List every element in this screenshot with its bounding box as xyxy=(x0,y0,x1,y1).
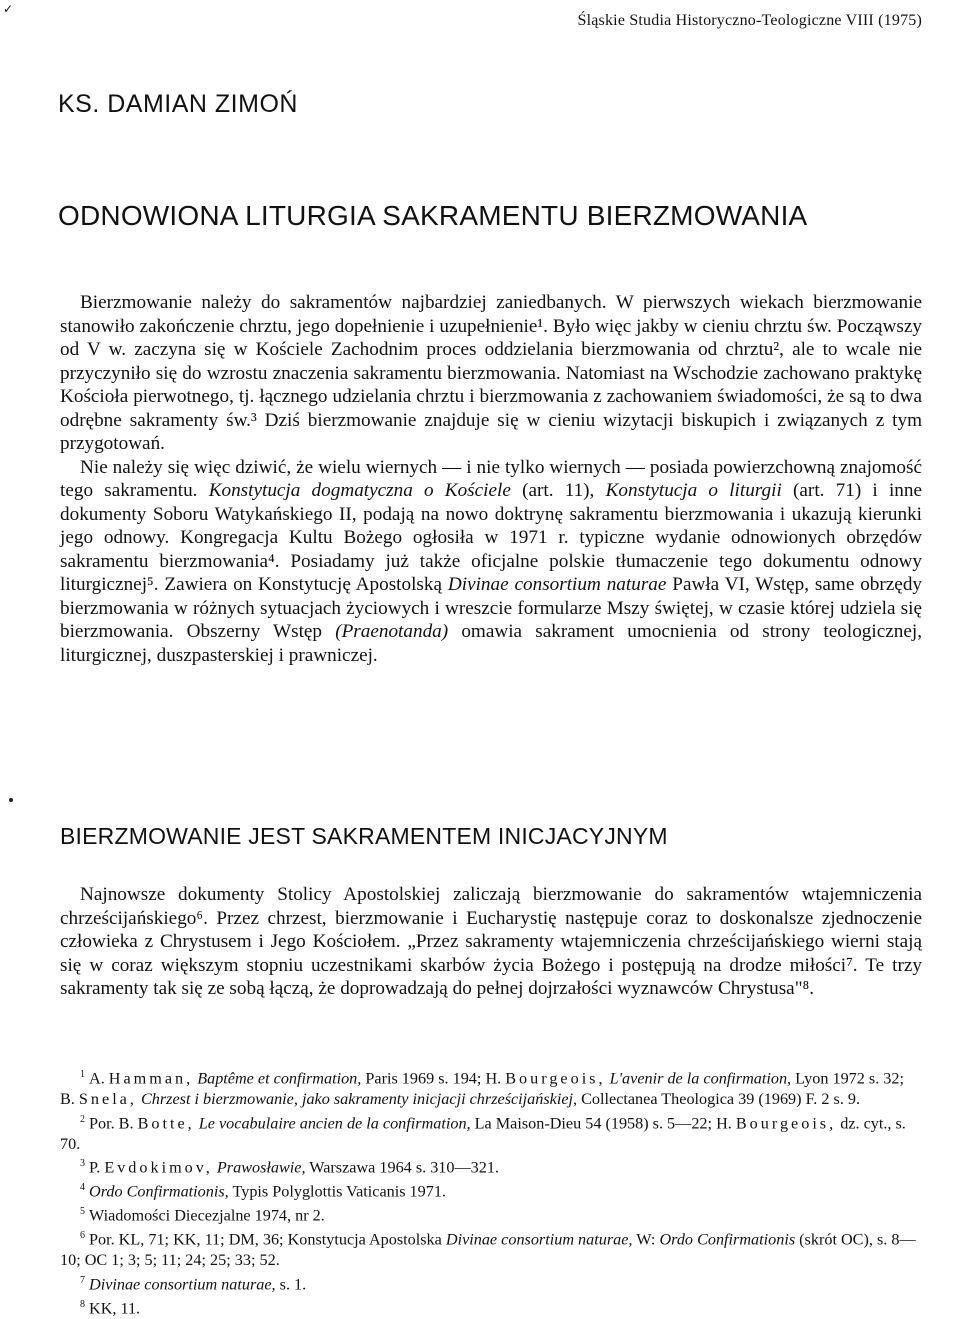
footnote-2 xyxy=(60,1110,922,1155)
text-run: KK, 11. xyxy=(89,1299,141,1318)
footnote-8 xyxy=(60,1295,922,1319)
author-spaced: Evdokimov, xyxy=(104,1158,213,1177)
italic-title: Divinae consortium naturae, xyxy=(445,1230,633,1249)
footnote-number: 3 xyxy=(80,1158,85,1170)
text-run: W: xyxy=(632,1230,660,1249)
footnote-5 xyxy=(60,1202,922,1226)
footnote-1 xyxy=(60,1065,922,1110)
text-run: dz. cyt., s. 70. xyxy=(60,1113,906,1153)
text-run: (art. 11), xyxy=(510,480,606,501)
author-spaced: Bourgeois, xyxy=(735,1113,837,1132)
italic-title: Divinae consortium naturae xyxy=(447,574,667,595)
footnotes xyxy=(60,1065,922,1319)
footnote-3 xyxy=(60,1154,922,1178)
italic-title: Baptême et confirmation, xyxy=(193,1069,362,1088)
text-run: Por. KL, 71; KK, 11; DM, 36; Konstytucja Apostolska xyxy=(89,1230,446,1249)
footnote-number: 7 xyxy=(80,1274,85,1286)
text-run: omawia sakrament umocnienia od strony teologicznej, liturgicznej, duszpasterskiej i prawniczej. xyxy=(60,621,922,666)
section-body xyxy=(60,883,922,1001)
text-run: Wiadomości Diecezjalne 1974, nr 2. xyxy=(89,1206,325,1225)
italic-title: Le vocabulaire ancien de la confirmation, xyxy=(194,1113,471,1132)
text-run: Typis Polyglottis Vaticanis 1971. xyxy=(228,1182,446,1201)
text-run: Por. B. xyxy=(89,1113,138,1132)
text-run: P. xyxy=(89,1158,105,1177)
italic-title: L'avenir de la confirmation, xyxy=(605,1069,792,1088)
author-name: KS. DAMIAN ZIMOŃ xyxy=(58,90,298,118)
italic-title: Chrzest i bierzmowanie, jako sakramenty inicjacji chrześcijańskiej, xyxy=(136,1089,578,1108)
journal-header: Śląskie Studia Historyczno-Teologiczne VIII (1975) xyxy=(577,12,922,29)
footnote-number: 4 xyxy=(80,1182,85,1194)
text-run: La Maison-Dieu 54 (1958) s. 5—22; H. xyxy=(470,1113,736,1132)
text-run: (art. 71) i inne dokumenty Soboru Watykańskiego II, podają na nowo doktrynę sakramentu bierzmowania i ukazują kierunki jego odnowy. Kongregacja Kultu Bożego ogłosiła w 1971 r. typiczne wydanie odnowionych obrzędów sakramentu bierzmowania⁴. Posiadamy już także oficjalne polskie tłumaczenie tego dokumentu odnowy liturgicznej⁵. Zawiera on Konstytucję Apostolską xyxy=(60,480,922,595)
intro-section xyxy=(60,291,922,667)
footnote-number: 5 xyxy=(80,1206,85,1218)
italic-title: Ordo Confirmationis xyxy=(659,1230,796,1249)
article-title: ODNOWIONA LITURGIA SAKRAMENTU BIERZMOWANIA xyxy=(58,200,808,231)
italic-title: Ordo Confirmationis, xyxy=(89,1182,229,1201)
italic-title: Konstytucja o liturgii xyxy=(605,480,782,501)
text-run: A. xyxy=(89,1069,109,1088)
footnote-4 xyxy=(60,1178,922,1202)
footnote-number: 1 xyxy=(80,1069,85,1080)
footnote-6 xyxy=(60,1226,922,1271)
footnote-number: 6 xyxy=(80,1230,85,1242)
text-run: s. 1. xyxy=(275,1275,307,1294)
italic-title: (Praenotanda) xyxy=(335,621,449,642)
author-spaced: Hamman, xyxy=(108,1069,194,1088)
text-run: Collectanea Theologica 39 (1969) F. 2 s. 9. xyxy=(577,1089,861,1108)
italic-title: Divinae consortium naturae, xyxy=(89,1275,276,1294)
text-run: Paris 1969 s. 194; H. xyxy=(361,1069,506,1088)
margin-dot xyxy=(9,798,13,802)
text-run: Nie należy się więc dziwić, że wielu wiernych — i nie tylko wiernych — posiada powierzchowną znajomość tego sakramentu. xyxy=(60,456,922,501)
italic-title: Prawosławie, xyxy=(212,1158,306,1177)
author-spaced: Bourgeois, xyxy=(505,1069,606,1088)
text-run: Warszawa 1964 s. 310—321. xyxy=(305,1158,500,1177)
paragraph-2 xyxy=(60,456,922,668)
text-run: Lyon 1972 s. 32; B. xyxy=(60,1069,904,1108)
author-spaced: Snela, xyxy=(78,1089,137,1108)
footnote-number: 2 xyxy=(80,1113,85,1125)
italic-title: Konstytucja dogmatyczna o Kościele xyxy=(208,480,511,501)
scan-mark: ✓ xyxy=(3,2,14,16)
section-heading: BIERZMOWANIE JEST SAKRAMENTEM INICJACYJNYM xyxy=(60,823,668,849)
paragraph-1: Bierzmowanie należy do sakramentów najbardziej zaniedbanych. W pierwszych wiekach bierzmowanie stanowiło zakończenie chrztu, jego dopełnienie i uzupełnienie¹. Było więc jakby w cieniu chrztu św. Począwszy od V w. zaczyna się w Kościele Zachodnim proces oddzielania bierzmowania od chrztu², ale to wcale nie przyczyniło się do wzrostu znaczenia sakramentu bierzmowania. Natomiast na Wschodzie zachowano praktykę Kościoła pierwotnego, tj. łącznego udzielania chrztu i bierzmowania z zachowaniem świadomości, że są to dwa odrębne sakramenty św.³ Dziś bierzmowanie znajduje się w cieniu wizytacji biskupich i związanych z tym przygotowań. xyxy=(60,292,922,454)
text-run: Pawła VI, Wstęp, same obrzędy bierzmowania w różnych sytuacjach życiowych i wreszcie formularze Mszy świętej, w czasie której udziela się bierzmowania. Obszerny Wstęp xyxy=(60,574,923,642)
footnote-number: 8 xyxy=(80,1298,85,1310)
text-run: (skrót OC), s. 8—10; OC 1; 3; 5; 11; 24; 25; 33; 52. xyxy=(60,1230,916,1270)
paragraph-3: Najnowsze dokumenty Stolicy Apostolskiej zaliczają bierzmowanie do sakramentów wtajemniczenia chrześcijańskiego⁶. Przez chrzest, bierzmowanie i Eucharystię następuje coraz to doskonalsze zjednoczenie człowieka z Chrystusem i Jego Kościołem. „Przez sakramenty wtajemniczenia chrześcijańskiego wierni stają się w coraz większym stopniu uczestnikami skarbów życia Bożego i postępują na drodze miłości⁷. Te trzy sakramenty tak się ze sobą łączą, że doprowadzają do pełnej dojrzałości wyznawców Chrystusa"⁸. xyxy=(60,884,922,999)
author-spaced: Botte, xyxy=(137,1113,195,1132)
footnote-7 xyxy=(60,1271,922,1295)
